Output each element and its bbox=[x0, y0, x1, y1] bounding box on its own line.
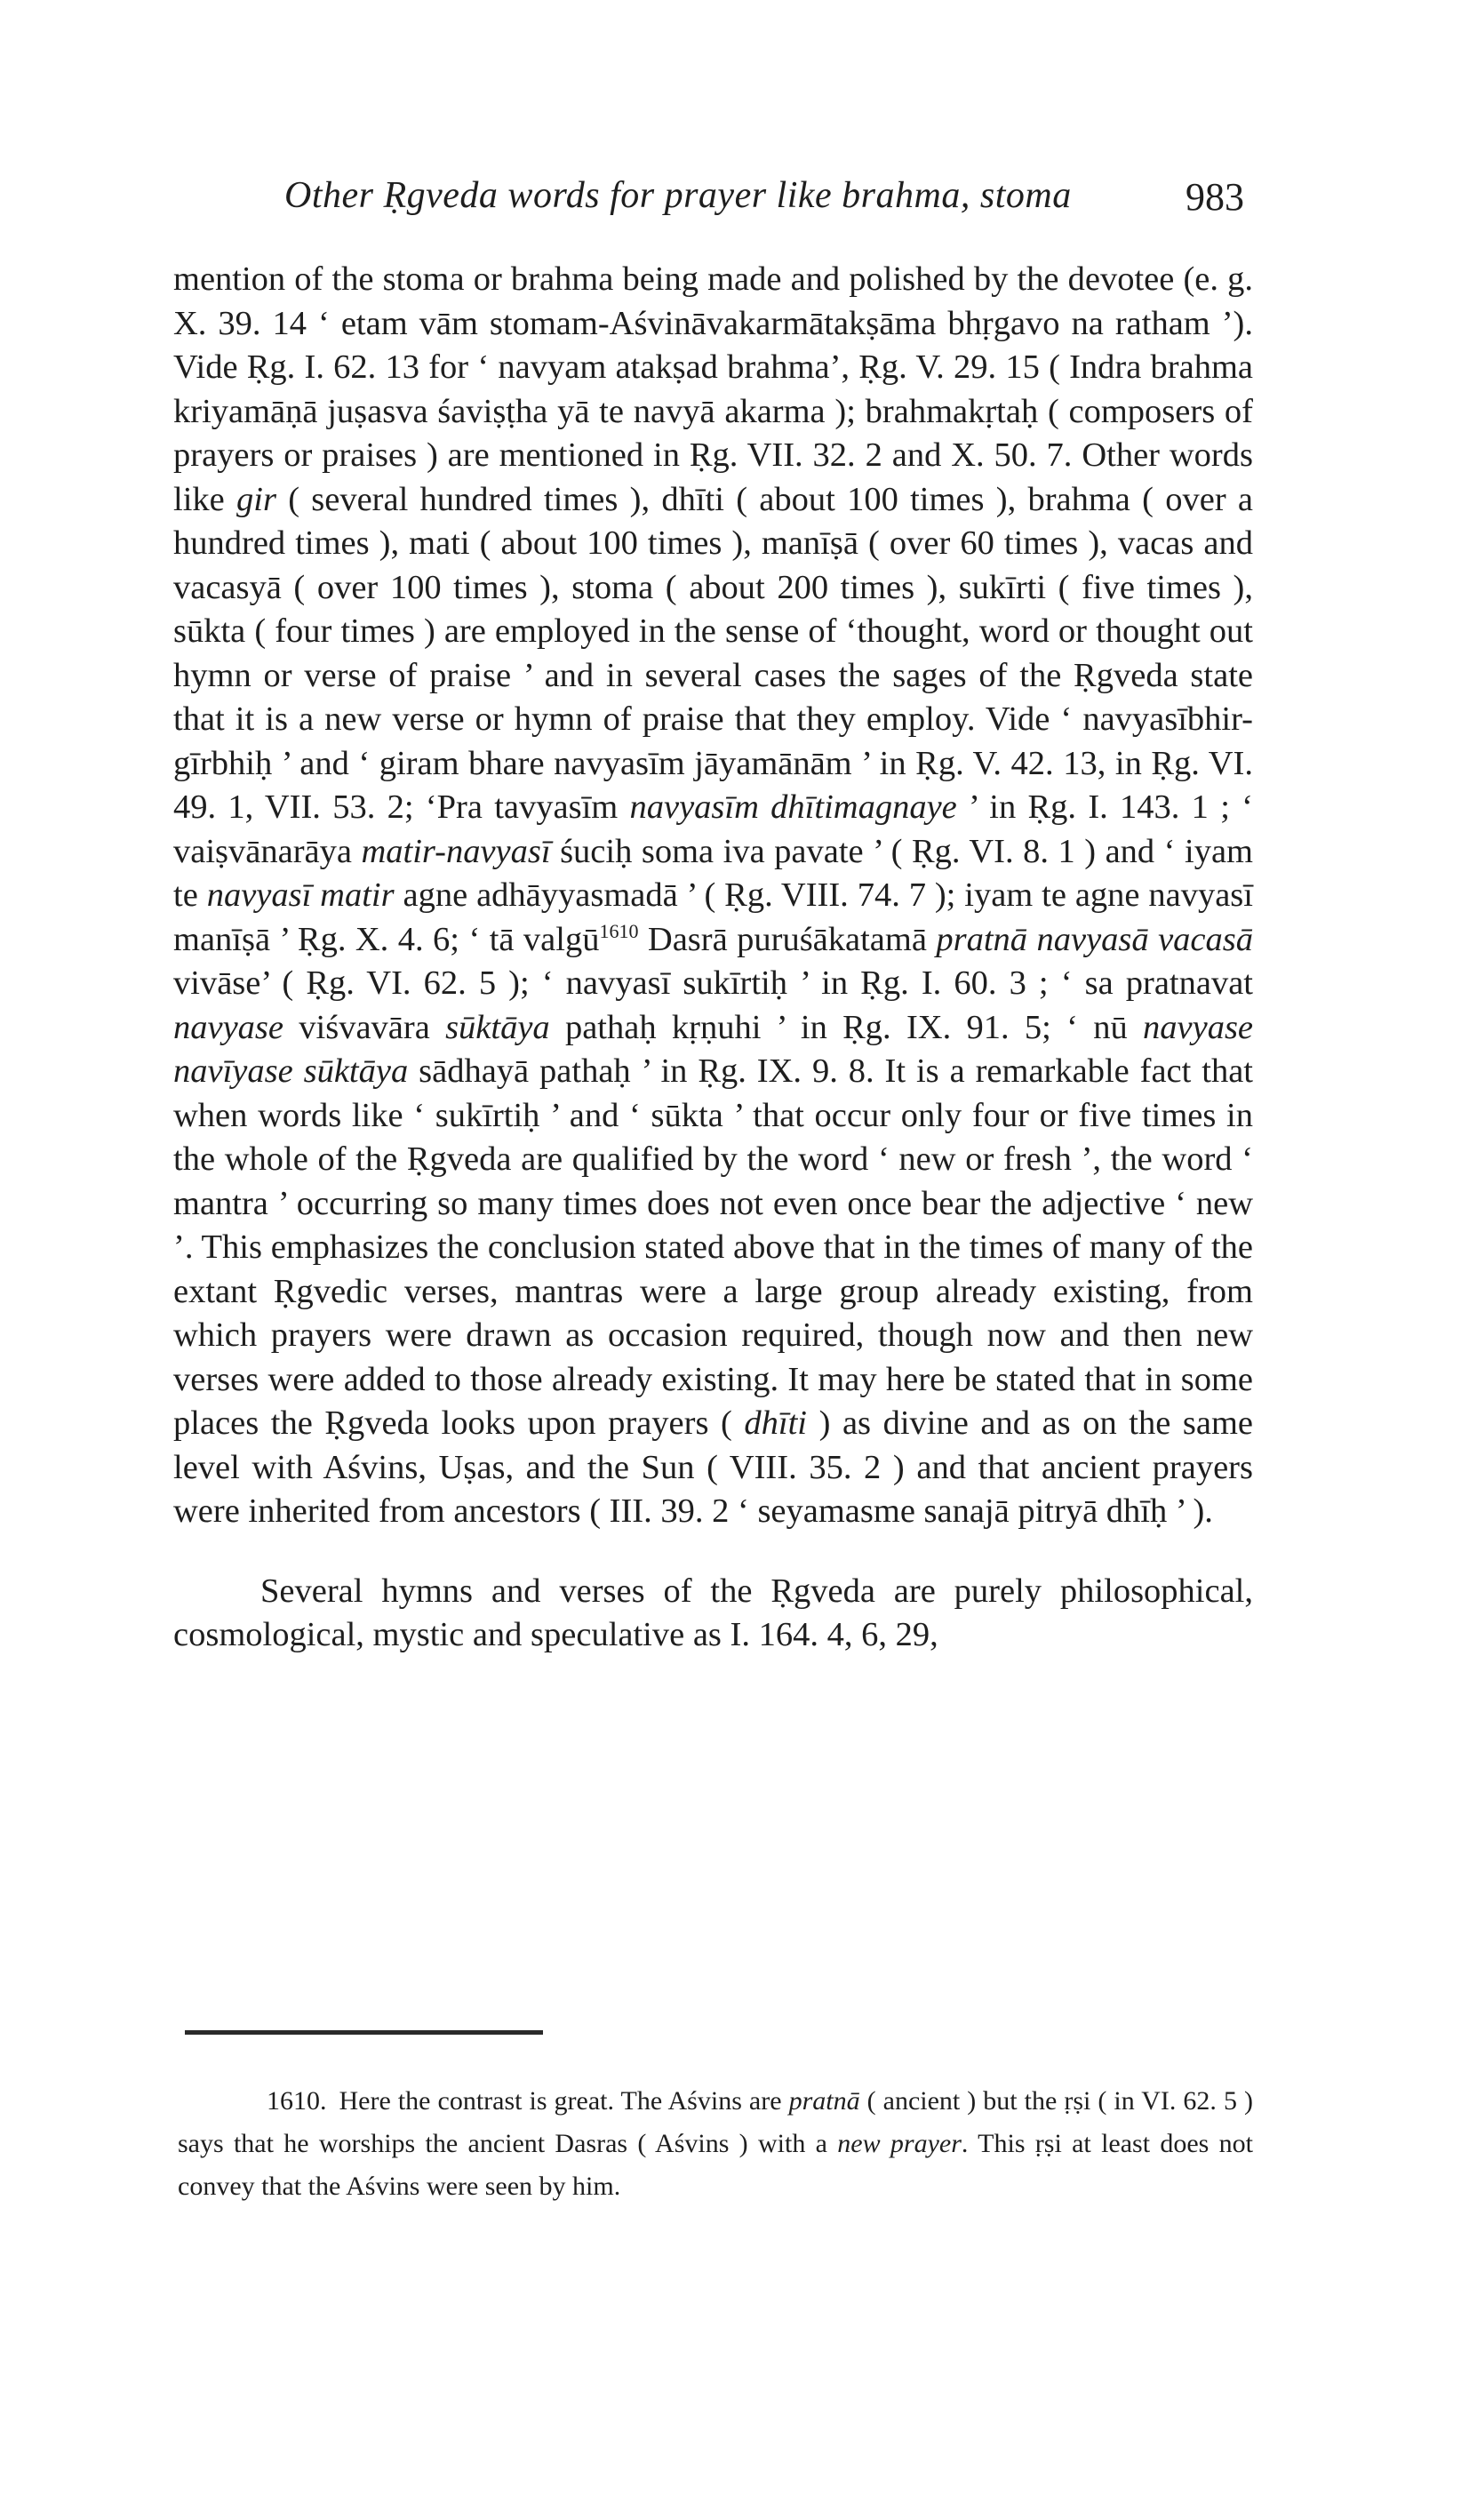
italic-run: gir bbox=[236, 480, 276, 518]
main-text bbox=[173, 258, 1253, 1658]
italic-run: navyasīm dhītimagnaye bbox=[629, 788, 957, 826]
italic-run: navyase navīyase sūktāya bbox=[173, 1008, 1254, 1090]
italic-run: pratnā bbox=[788, 2086, 860, 2116]
italic-run: navyase bbox=[173, 1008, 283, 1046]
footnote-1610 bbox=[178, 2080, 1253, 2208]
paragraph-2: Several hymns and verses of the Ṛgveda are purely philosophical, cosmological, mystic and speculative as I. 164. 4, 6, 29, bbox=[173, 1572, 1253, 1653]
italic-run: new prayer bbox=[837, 2129, 962, 2158]
text-run: ( several hundred times ), dhīti ( about 100 times ), brahma ( over a hundred times ), mati ( about 100 times ), manīṣā ( over 60 times ), vacas and vacasyā ( over 100 times ), stoma ( about 200 times ), sukīrti ( five times ), sūkta ( four times ) are employed in the sense of ‘thought, word or thought out hymn or verse of praise ’ and in several cases the sages of the Ṛgveda state that it is a new verse or hymn of praise that they employ. Vide ‘ navyasībhir-gīrbhiḥ ’ and ‘ giram bhare navyasīm jāyamānām ’ in Ṛg. V. 42. 13, in Ṛg. VI. 49. 1, VII. 53. 2; ‘Pra tavyasīm bbox=[173, 480, 1253, 826]
text-run: viśvavāra bbox=[283, 1008, 446, 1046]
text-run: vivāse’ ( Ṛg. VI. 62. 5 ); ‘ navyasī sukīrtiḥ ’ in Ṛg. I. 60. 3 ; ‘ sa pratnavat bbox=[173, 964, 1253, 1002]
footnote-marker: 1610 bbox=[599, 919, 639, 942]
footnote-number: 1610. bbox=[267, 2086, 327, 2116]
running-title: Other Ṛgveda words for prayer like brahma, stoma bbox=[284, 175, 1072, 216]
text-run: agne adhāyyasmadā ’ ( Ṛg. VIII. 74. 7 ); iyam te agne navyasī manīṣā ’ Ṛg. X. 4. 6; ‘ tā valgū bbox=[173, 876, 1253, 958]
italic-run: matir-navyasī bbox=[361, 832, 551, 870]
text-run: ( ancient ) but the ṛṣi ( in VI. 62. 5 ) says that he worships the ancient Dasras ( Aśvins ) with a bbox=[178, 2086, 1253, 2158]
italic-run: pratnā navyasā vacasā bbox=[936, 920, 1253, 958]
italic-run: navyasī matir bbox=[206, 876, 395, 914]
italic-run: sūktāya bbox=[445, 1008, 550, 1046]
text-run: sādhayā pathaḥ ’ in Ṛg. IX. 9. 8. It is a remarkable fact that when words like ‘ sukīrtiḥ ’ and ‘ sūkta ’ that occur only four or five times in the whole of the Ṛgveda are qualified by the word ‘ new or fresh ’, the word ‘ mantra ’ occurring so many times does not even once bear the adjective ‘ new ’. This emphasizes the conclusion stated above that in the times of many of the extant Ṛgvedic verses, mantras were a large group already existing, from which prayers were drawn as occasion required, though now and then new verses were added to those already existing. It may here be stated that in some places the Ṛgveda looks upon prayers ( bbox=[173, 1052, 1253, 1442]
footnote-divider bbox=[185, 2030, 543, 2035]
text-run: . This ṛṣi at least does not convey that the Aśvins were seen by him. bbox=[178, 2129, 1253, 2201]
page-number: 983 bbox=[1186, 175, 1244, 219]
text-run: Dasrā puruśākatamā bbox=[638, 920, 937, 958]
text-run: Here the contrast is great. The Aśvins are bbox=[339, 2086, 789, 2116]
text-run: ) as divine and as on the same level with Aśvins, Uṣas, and the Sun ( VIII. 35. 2 ) and that ancient prayers were inherited from ancestors ( III. 39. 2 ‘ seyamasme sanajā pitryā dhīḥ ’ ). bbox=[173, 1404, 1254, 1530]
page-header bbox=[178, 174, 1297, 228]
text-run: ’ in Ṛg. I. 143. 1 ; ‘ vaiṣvānarāya bbox=[173, 788, 1253, 870]
text-run: mention of the stoma or brahma being made and polished by the devotee (e. g. X. 39. 14 ‘ etam vām stomam-Aśvināvakarmātakṣāma bhṛgavo na ratham ’). Vide Ṛg. I. 62. 13 for ‘ navyam atakṣad brahma’, Ṛg. V. 29. 15 ( Indra brahma kriyamāṇā juṣasva śaviṣṭha yā te navyā akarma ); brahmakṛtaḥ ( composers of prayers or praises ) are mentioned in Ṛg. VII. 32. 2 and X. 50. 7. Other words like bbox=[173, 260, 1253, 518]
text-run: śuciḥ soma iva pavate ’ ( Ṛg. VI. 8. 1 ) and ‘ iyam te bbox=[173, 832, 1253, 914]
text-run: pathaḥ kṛṇuhi ’ in Ṛg. IX. 91. 5; ‘ nū bbox=[549, 1008, 1144, 1046]
paragraph-1 bbox=[173, 258, 1253, 1534]
italic-run: dhīti bbox=[744, 1404, 807, 1442]
